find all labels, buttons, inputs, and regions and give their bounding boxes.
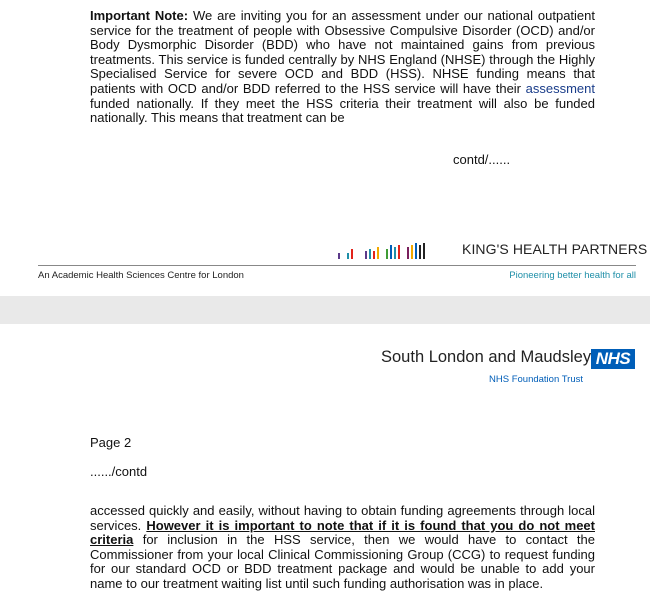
kings-health-partners-logo-icon	[338, 243, 425, 259]
logo-bar	[347, 253, 349, 259]
page-number: Page 2	[90, 435, 132, 450]
logo-bar	[369, 249, 371, 259]
logo-bar	[338, 253, 340, 259]
page-1	[0, 0, 650, 296]
important-note-label: Important Note:	[90, 8, 189, 23]
trust-label: NHS Foundation Trust	[489, 374, 583, 385]
logo-bar	[386, 249, 388, 259]
nhs-logo-icon: NHS	[591, 349, 635, 369]
logo-bar	[373, 251, 375, 259]
contd-marker-page2: ....../contd	[90, 464, 148, 479]
logo-bar	[342, 258, 345, 259]
logo-bar	[381, 258, 384, 259]
logo-bar	[419, 245, 421, 259]
logo-bar	[360, 258, 363, 259]
note-text-part-2: funded nationally. If they meet the HSS criteria their treatment will also be funded nationally. This means that treatment can be	[90, 95, 595, 126]
note-assessment-word: assessment	[525, 80, 595, 96]
logo-bar	[415, 243, 417, 259]
logo-bar	[351, 249, 353, 259]
page-gap	[0, 296, 650, 324]
logo-bar	[407, 247, 409, 259]
logo-bar	[423, 243, 425, 259]
funding-paragraph	[90, 504, 595, 592]
logo-bar	[365, 251, 367, 259]
funding-emphasis: However it is important to note that if it is found that you do not meet criteria	[90, 517, 595, 548]
logo-bar	[377, 247, 379, 259]
page-2	[0, 324, 650, 600]
contd-marker-page1: contd/......	[453, 152, 511, 167]
organization-name: South London and Maudsley	[381, 348, 592, 366]
logo-bar	[402, 258, 405, 259]
logo-bar	[398, 245, 400, 259]
footer-tagline: Pioneering better health for all	[509, 270, 636, 281]
footer-academic-centre: An Academic Health Sciences Centre for London	[38, 270, 244, 281]
important-note-paragraph	[90, 9, 595, 126]
funding-text-part-2: for inclusion in the HSS service, then we would have to contact the Commissioner from your local Clinical Commissioning Group (CCG) to request funding for our standard OCD or BDD treatment package and would be unable to add your name to our treatment waiting list until such funding authorisation was in place.	[90, 532, 595, 591]
logo-bar	[355, 258, 358, 259]
footer-divider	[38, 265, 636, 266]
funding-text-part-1: accessed quickly and easily, without having to obtain funding agreements through local services.	[90, 503, 595, 533]
logo-bar	[411, 245, 413, 259]
kings-health-partners-name: KING'S HEALTH PARTNERS	[462, 241, 648, 257]
logo-bar	[390, 245, 392, 259]
logo-bar	[394, 247, 396, 259]
note-text-part-1: We are inviting you for an assessment under our national outpatient service for the treatment of people with Obsessive Compulsive Disorder (OCD) and/or Body Dysmorphic Disorder (BDD) who have not maintained gains from previous treatments. This service is funded centrally by NHS England (NHSE) through the Highly Specialised Service for severe OCD and BDD (HSS). NHSE funding means that patients with OCD and/or BDD referred to the HSS service will have their	[90, 8, 595, 96]
